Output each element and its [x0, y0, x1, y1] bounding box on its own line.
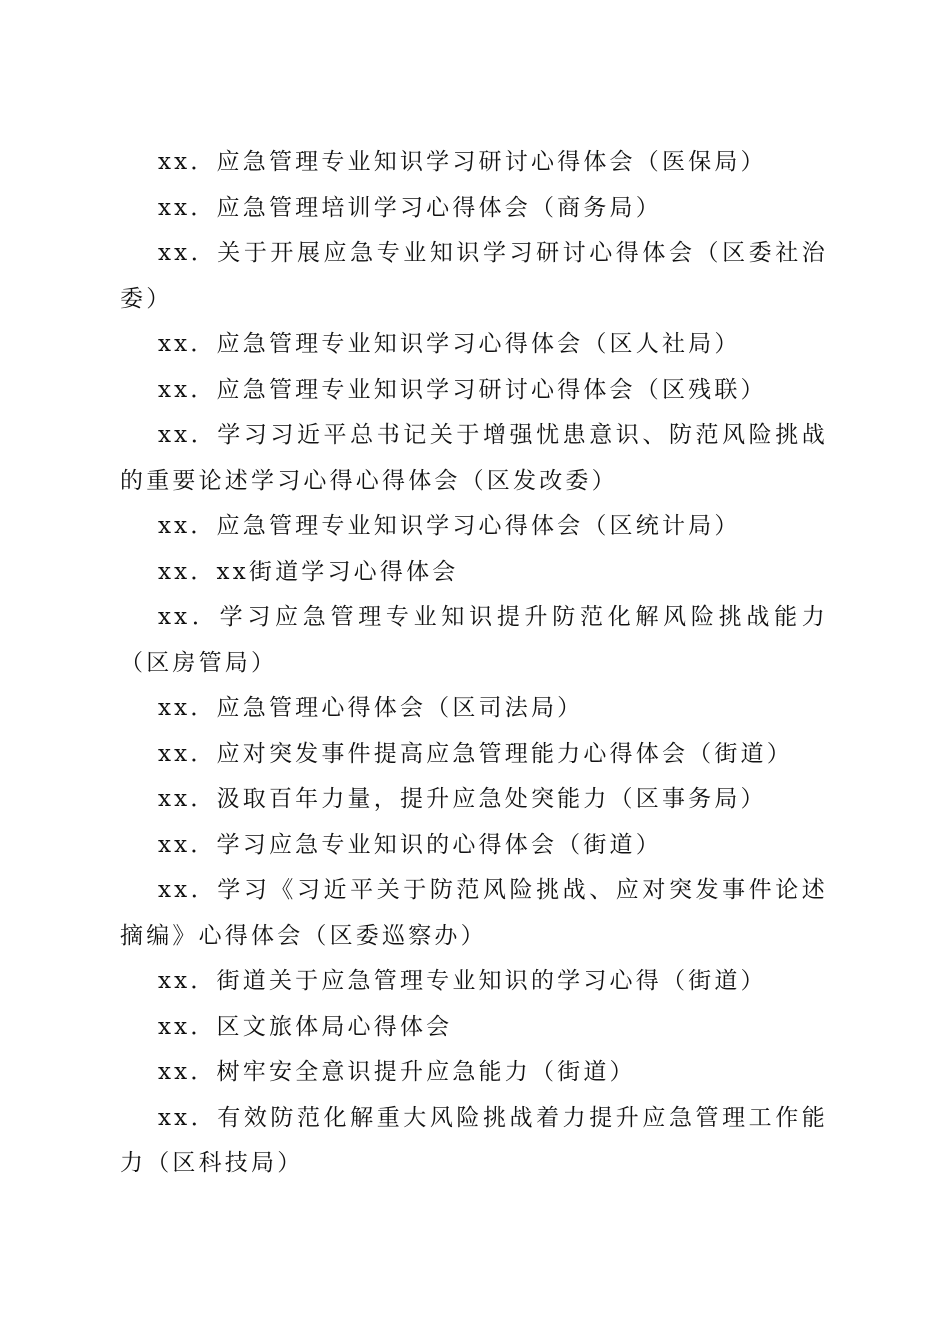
list-item: xx．关于开展应急专业知识学习研讨心得体会（区委社治委） [120, 240, 828, 312]
list-item: xx．街道关于应急管理专业知识的学习心得（街道） [158, 968, 767, 994]
list-item: xx．汲取百年力量，提升应急处突能力（区事务局） [158, 786, 767, 812]
list-item: xx．树牢安全意识提升应急能力（街道） [158, 1059, 636, 1085]
list-item: xx．应急管理专业知识学习心得体会（区统计局） [158, 513, 741, 539]
list-item: xx．有效防范化解重大风险挑战着力提升应急管理工作能力（区科技局） [120, 1104, 828, 1176]
document-body [120, 140, 828, 1187]
list-item: xx．区文旅体局心得体会 [158, 1013, 453, 1040]
list-item: xx．应急管理专业知识学习研讨心得体会（区残联） [158, 376, 767, 403]
list-item: xx．xx街道学习心得体会 [158, 558, 459, 585]
list-item: xx．学习应急专业知识的心得体会（街道） [158, 831, 662, 858]
list-item: xx．学习习近平总书记关于增强忧患意识、防范风险挑战的重要论述学习心得心得体会（区发改委） [120, 422, 828, 494]
list-item: xx．应急管理专业知识学习心得体会（区人社局） [158, 331, 741, 357]
list-item: xx．学习《习近平关于防范风险挑战、应对突发事件论述摘编》心得体会（区委巡察办） [120, 877, 828, 949]
list-item: xx．应急管理培训学习心得体会（商务局） [158, 194, 662, 221]
list-item: xx．学习应急管理专业知识提升防范化解风险挑战能力（区房管局） [120, 604, 828, 676]
list-item: xx．应对突发事件提高应急管理能力心得体会（街道） [158, 740, 793, 767]
list-item: xx．应急管理心得体会（区司法局） [158, 695, 584, 721]
list-item: xx．应急管理专业知识学习研讨心得体会（医保局） [158, 149, 767, 175]
